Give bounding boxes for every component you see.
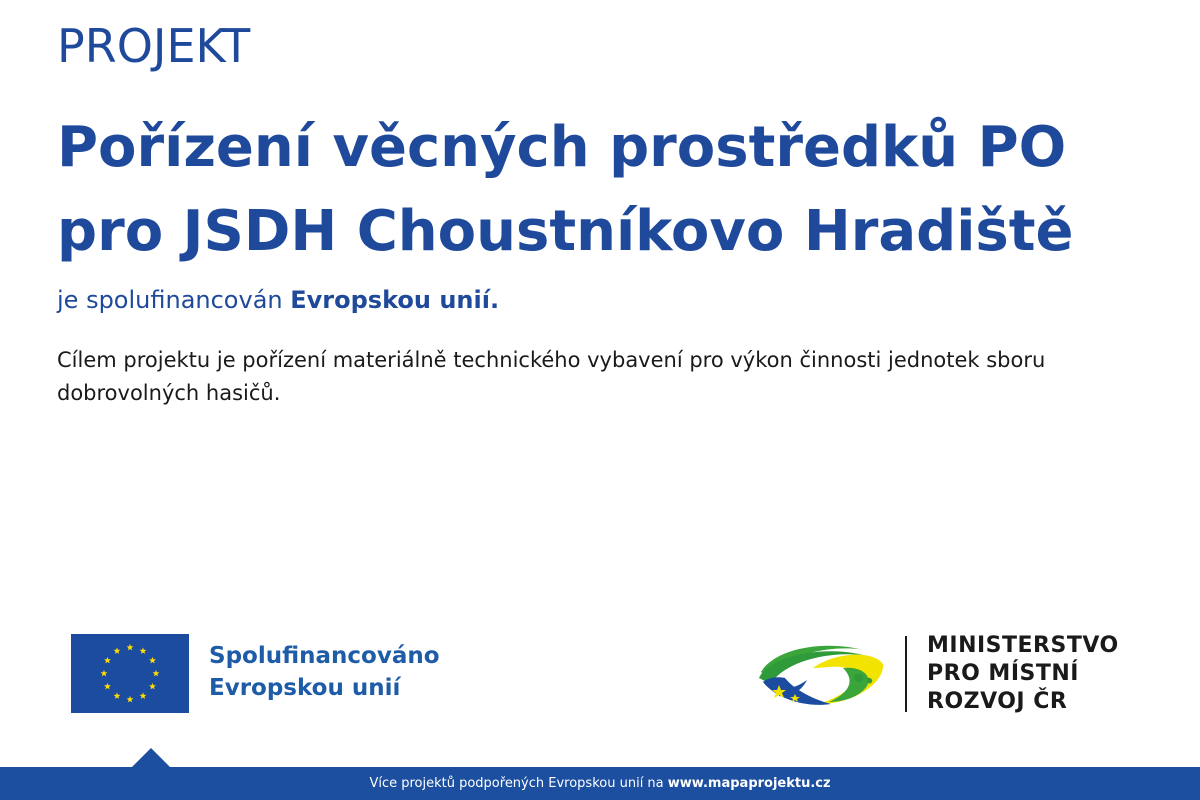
footer-text xyxy=(0,767,1200,800)
footer-prefix: Více projektů podpořených Evropskou unií na xyxy=(369,776,668,791)
eu-star-icon xyxy=(149,683,156,690)
mmr-divider xyxy=(905,636,907,712)
mmr-label-line-2: PRO MÍSTNÍ xyxy=(927,661,1079,686)
eu-star-icon xyxy=(149,657,156,664)
eu-cofinanced-label xyxy=(209,640,440,704)
eu-star-icon xyxy=(114,647,121,654)
eu-star-icon xyxy=(140,647,147,654)
mmr-label xyxy=(927,632,1119,716)
eu-star-icon xyxy=(104,683,111,690)
mmr-label-line-1: MINISTERSTVO xyxy=(927,633,1119,658)
eu-star-icon xyxy=(114,692,121,699)
eu-star-icon xyxy=(127,644,134,651)
project-title-line-2: pro JSDH Choustníkovo Hradiště xyxy=(57,199,1074,264)
mmr-label-line-3: ROZVOJ ČR xyxy=(927,689,1068,714)
eu-label-line-1: Spolufinancováno xyxy=(209,643,440,669)
cofinanced-emphasis: Evropskou unií. xyxy=(290,286,500,314)
eu-flag-icon xyxy=(71,634,189,713)
cofinanced-statement xyxy=(57,283,499,317)
footer-notch xyxy=(132,748,170,767)
page-kicker: PROJEKT xyxy=(57,19,251,73)
project-title xyxy=(57,106,1167,274)
eu-star-icon xyxy=(101,670,108,677)
eu-star-icon xyxy=(140,692,147,699)
cofinanced-prefix: je spolufinancován xyxy=(57,286,291,314)
eu-star-icon xyxy=(153,670,160,677)
project-title-line-1: Pořízení věcných prostředků PO xyxy=(57,115,1067,180)
eu-label-line-2: Evropskou unií xyxy=(209,675,401,701)
eu-star-icon xyxy=(104,657,111,664)
project-description: Cílem projektu je pořízení materiálně technického vybavení pro výkon činnosti jednotek sboru dobrovolných hasičů. xyxy=(57,348,1046,405)
mmr-emblem-icon xyxy=(755,638,887,710)
eu-star-icon xyxy=(127,696,134,703)
footer-link[interactable]: www.mapaprojektu.cz xyxy=(667,776,831,791)
